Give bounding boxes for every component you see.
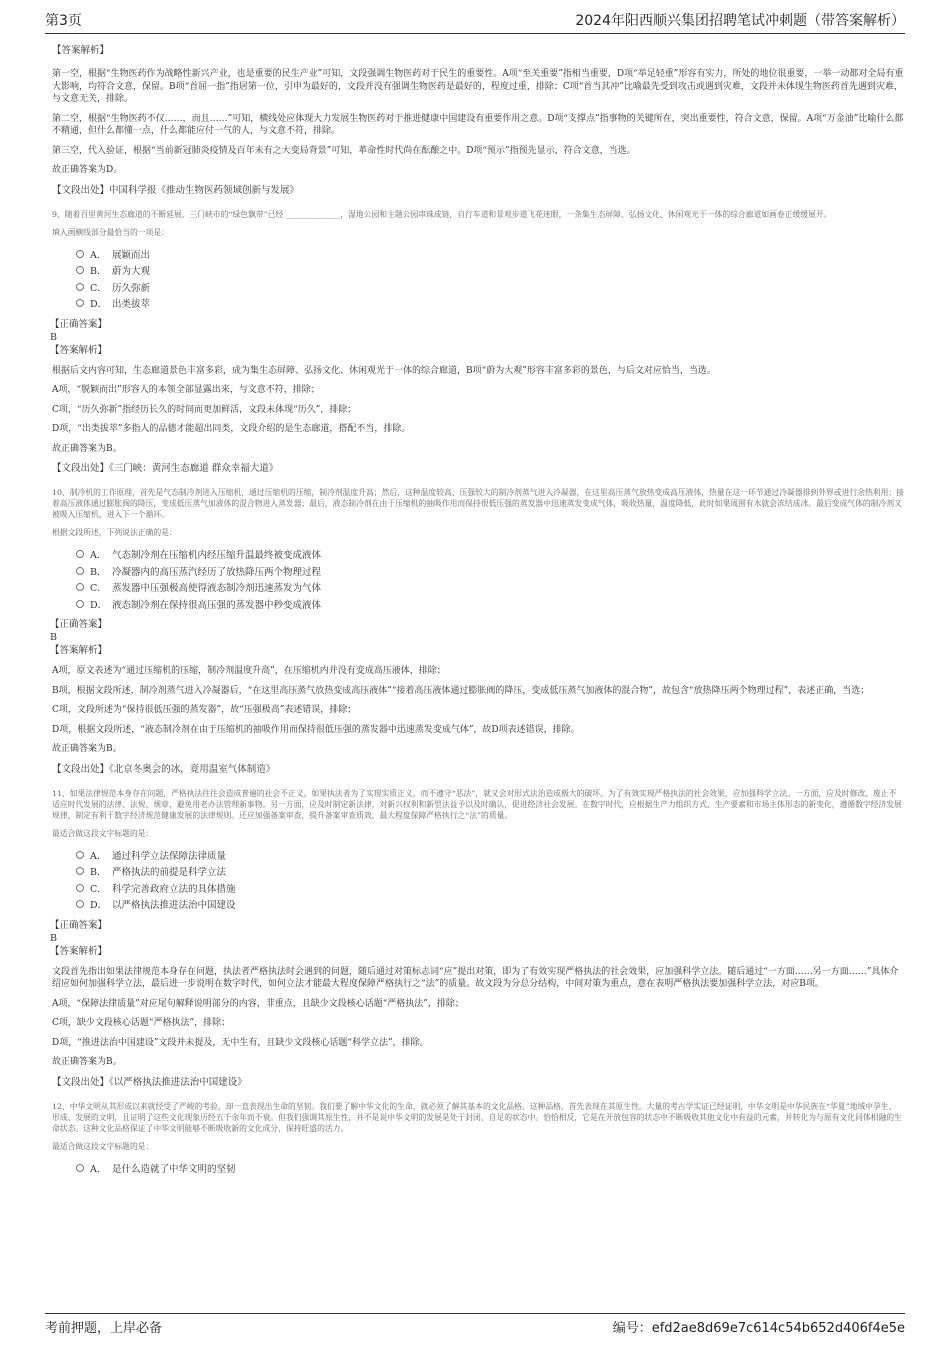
option-list [76, 546, 904, 612]
option-a[interactable]: A． 是什么造就了中华文明的坚韧 [76, 1160, 904, 1177]
question-12 [52, 1101, 904, 1177]
radio-icon[interactable] [76, 567, 84, 575]
option-a[interactable]: A． 气态制冷剂在压缩机内经压缩升温最终被变成液体 [76, 546, 904, 563]
analysis-tag: 【答案解析】 [50, 945, 108, 957]
analysis-paragraph: C项，“历久弥新”指经历长久的时间而更加鲜活，文段未体现“历久”，排除； [52, 404, 357, 415]
question-prompt: 最适合做这段文字标题的是： [52, 1141, 154, 1151]
page-footer [45, 1313, 905, 1336]
question-stem: 10、制冷机的工作原理，首先是气态制冷剂进入压缩机，通过压缩机的压缩，制冷剂温度升高；然后，这种温度较高、压强较大的制冷剂蒸气进入冷凝器，在这里高压蒸气放热变成高压液体，热量在这一环节通过冷凝器排到外界或进行余热利用；接着高压液体通过膨胀阀的降压，变成低压蒸气加液体的混合物进入蒸发器；最后，液态制冷剂在由于压缩机的抽吸作用而保持很低压强的蒸发器中迅速蒸发变成气体，吸收热量，温度降低，此时如果周围有水就会冻结成冰。最后变成气体的制冷剂又被吸入压缩机，进入下一个循环。 [52, 488, 904, 519]
question-stem: 12、中华文明从其形成以来就经受了严峻的考验，却一直表现出生命的坚韧。我们要了解中华文化的生命，就必须了解其基本的文化品格。这种品格，首先表现在其原生性。大量的考古学实证已经证明，中华文明是中华民族在“华夏”地域中孕生、形成、发展的文明，且证明了这些文化现象历经五千余年而不衰。但我们强调其原生性，并不是说中华文明的发展是处于封闭、自足的状态中。恰恰相反，它是在开放包容的状态中不断吸收其他文化中有益的元素，并转化为与原有文化同体相融的生命状态。这种文化品格保证了中华文明能够不断吸收新的文化成分，保持旺盛的活力。 [52, 1101, 902, 1133]
option-b[interactable]: B． 严格执法的前提是科学立法 [76, 863, 904, 880]
analysis-paragraph: A项，“保障法律质量”对应尾句解释说明部分的内容，非重点，且缺少文段核心话题“严格执法”，排除； [52, 998, 464, 1009]
radio-icon[interactable] [76, 1164, 84, 1172]
question-prompt: 最适合做这段文字标题的是： [52, 828, 154, 838]
question-9 [52, 209, 904, 476]
analysis-tag: 【答案解析】 [50, 344, 108, 356]
analysis-paragraph: A项，“脱颖而出”形容人的本领全部显露出来，与文意不符，排除； [52, 385, 320, 395]
radio-icon[interactable] [76, 900, 84, 908]
radio-icon[interactable] [76, 583, 84, 591]
option-list [76, 1160, 904, 1177]
option-a[interactable]: A． 通过科学立法保障法律质量 [76, 847, 904, 864]
analysis-paragraph: B项，根据文段所述，制冷剂蒸气进入冷凝器后，“在这里高压蒸气放热变成高压液体”“接着高压液体通过膨胀阀的降压，变成低压蒸气加液体的混合物”，故包含“放热降压两个物理过程”，表述正确，当选； [52, 685, 870, 696]
analysis-paragraph: 第三空，代入验证，根据“当前新冠肺炎疫情及百年未有之大变局背景”可知，革命性时代尚在酝酿之中。D项“预示”指预先显示，符合文意，当选。 [52, 145, 636, 156]
document-title: 2024年阳西顺兴集团招聘笔试冲刺题（带答案解析） [575, 13, 905, 29]
option-list [76, 847, 904, 913]
option-list [76, 246, 904, 312]
page-content [52, 44, 904, 1182]
analysis-paragraph: C项，缺少文段核心话题“严格执法”，排除； [52, 1018, 231, 1028]
question-11 [52, 788, 904, 1089]
question-10 [52, 487, 904, 776]
option-d[interactable]: D． 以严格执法推进法治中国建设 [76, 896, 904, 913]
question-stem: 11、如果法律规范本身存在问题，严格执法往往会造成普遍的社会不正义。如果执法者为了实现实质正义，而不遵守“恶法”，就又会对形式法治造成极大的破坏。为了有效实现严格执法的社会效果，应加强科学立法。一方面，应及时修改、废止不适应时代发展的法律、法规、规章，避免用老办法管理新事物。另一方面，应及时制定新法律，对新兴权利和新型法益予以及时确认，促进经济社会发展。在数字时代，应根据生产力组织方式、生产要素和市场主体形态的新变化，遵循数字经济发展规律，制定有利于数字经济规范健康发展的法律规则。还应加强备案审查，提升备案审查质效，最大程度保障严格执行之“法”的质量。 [52, 788, 902, 820]
source-citation: 【文段出处】《北京冬奥会的冰，竟用温室气体制造》 [52, 763, 276, 775]
correct-answer: B [50, 331, 57, 343]
source-citation: 【文段出处】中国科学报《推动生物医药领域创新与发展》 [52, 184, 300, 196]
option-c[interactable]: C． 历久弥新 [76, 279, 904, 296]
analysis-paragraph: 根据后文内容可知，生态廊道景色丰富多彩，成为集生态屏障、弘扬文化、休闲观光于一体的综合廊道，B项“蔚为大观”形容丰富多彩的景色，与后文对应恰当，当选。 [52, 365, 716, 376]
question-prompt: 填入画横线部分最恰当的一项是： [52, 227, 169, 237]
analysis-paragraph: A项，原文表述为“通过压缩机的压缩，制冷剂温度升高”，在压缩机内并没有变成高压液体，排除； [52, 666, 446, 676]
radio-icon[interactable] [76, 550, 84, 558]
document-serial: 编号：efd2ae8d69e7c614c54b652d406f4e5e [612, 1321, 905, 1336]
radio-icon[interactable] [76, 867, 84, 875]
analysis-paragraph: 第二空，根据“生物医药不仅……，而且……”可知，横线处应体现大力发展生物医药对于推进健康中国建设有重要作用之意。D项“支撑点”指事物的关键所在，突出重要性，符合文意，保留。A项“万金油”比喻什么都不精通，但什么都懂一点，什么都能应付一气的人，与文意不符，排除。 [52, 113, 904, 136]
analysis-paragraph: D项，“推进法治中国建设”文段并未提及，无中生有，且缺少文段核心话题“科学立法”，排除。 [52, 1037, 429, 1048]
footer-slogan: 考前押题，上岸必备 [45, 1321, 163, 1336]
radio-icon[interactable] [76, 283, 84, 291]
page-header [45, 12, 905, 34]
correct-answer-tag: 【正确答案】 [50, 919, 108, 931]
option-c[interactable]: C． 蒸发器中压强极高使得液态制冷剂迅速蒸发为气体 [76, 579, 904, 596]
radio-icon[interactable] [76, 884, 84, 892]
analysis-paragraph: C项，文段所述为“保持很低压强的蒸发器”，故“压强极高”表述错误，排除； [52, 705, 357, 715]
question-stem: 9、随着百里黄河生态廊道的不断延展，三门峡市的“绿色飘带”已经 ______________，湿地公园和主题公园串珠成链，自行车道和景观步道飞花迷眼，一条集生态屏障、弘扬文化、休闲观光于一体的综合廊道如画卷正缓缓展开。 [52, 209, 832, 219]
radio-icon[interactable] [76, 266, 84, 274]
analysis-conclusion: 故正确答案为B。 [52, 1057, 122, 1067]
analysis-conclusion: 故正确答案为B。 [52, 744, 122, 754]
option-b[interactable]: B． 蔚为大观 [76, 262, 904, 279]
option-a[interactable]: A． 展颖而出 [76, 246, 904, 263]
source-citation: 【文段出处】《三门峡：黄河生态廊道 群众幸福大道》 [52, 463, 279, 474]
analysis-conclusion: 故正确答案为D。 [52, 165, 123, 175]
analysis-paragraph: 第一空，根据“生物医药作为战略性新兴产业，也是重要的民生产业”可知，文段强调生物医药对于民生的重要性。A项“至关重要”指相当重要，D项“举足轻重”形容有实力，所处的地位很重要，一举一动都对全局有重大影响，均符合文意，保留。B项“首屈一指”指居第一位，引申为最好的，文段并没有强调生物医药是最好的，程度过重，排除；C项“首当其冲”比喻最先受到攻击或遇到灾难，文段并未体现生物医药首先遇到灾难，与文意无关，排除。 [52, 69, 904, 104]
option-b[interactable]: B． 冷凝器内的高压蒸汽经历了放热降压两个物理过程 [76, 563, 904, 580]
option-d[interactable]: D． 液态制冷剂在保持很高压强的蒸发器中秒变成液体 [76, 596, 904, 613]
option-c[interactable]: C． 科学完善政府立法的具体措施 [76, 880, 904, 897]
page-number: 第3页 [45, 13, 82, 29]
analysis-paragraph: D项，“出类拔萃”多指人的品德才能超出同类，文段介绍的是生态廊道，搭配不当，排除。 [52, 424, 411, 434]
analysis-tag: 【答案解析】 [50, 645, 108, 656]
radio-icon[interactable] [76, 299, 84, 307]
source-citation: 【文段出处】《以严格执法推进法治中国建设》 [52, 1076, 247, 1088]
question-8-analysis [52, 44, 904, 197]
option-d[interactable]: D． 出类拔萃 [76, 295, 904, 312]
radio-icon[interactable] [76, 851, 84, 859]
correct-answer: B [50, 932, 57, 944]
correct-answer: B [50, 632, 57, 643]
analysis-conclusion: 故正确答案为B。 [52, 443, 122, 454]
analysis-paragraph: 文段首先指出如果法律规范本身存在问题，执法者严格执法时会遇到的问题，随后通过对策标志词“应”提出对策，即为了有效实现严格执法的社会效果，应加强科学立法。随后通过“一方面……另一方面……”具体介绍应如何加强科学立法，最后进一步说明在数字时代，如何立法才能最大程度保障严格执行之“法”的质量。故文段为分总分结构，中间对策为重点，意在表明严格执法要加强科学立法，对应B项。 [52, 966, 899, 989]
question-prompt: 根据文段所述，下列说法正确的是： [52, 528, 177, 537]
analysis-tag: 【答案解析】 [52, 45, 110, 56]
radio-icon[interactable] [76, 250, 84, 258]
radio-icon[interactable] [76, 600, 84, 608]
correct-answer-tag: 【正确答案】 [50, 619, 108, 630]
correct-answer-tag: 【正确答案】 [50, 318, 108, 330]
analysis-paragraph: D项，根据文段所述，“液态制冷剂在由于压缩机的抽吸作用而保持很低压强的蒸发器中迅速蒸发变成气体”，故D项表述错误，排除。 [52, 724, 580, 735]
